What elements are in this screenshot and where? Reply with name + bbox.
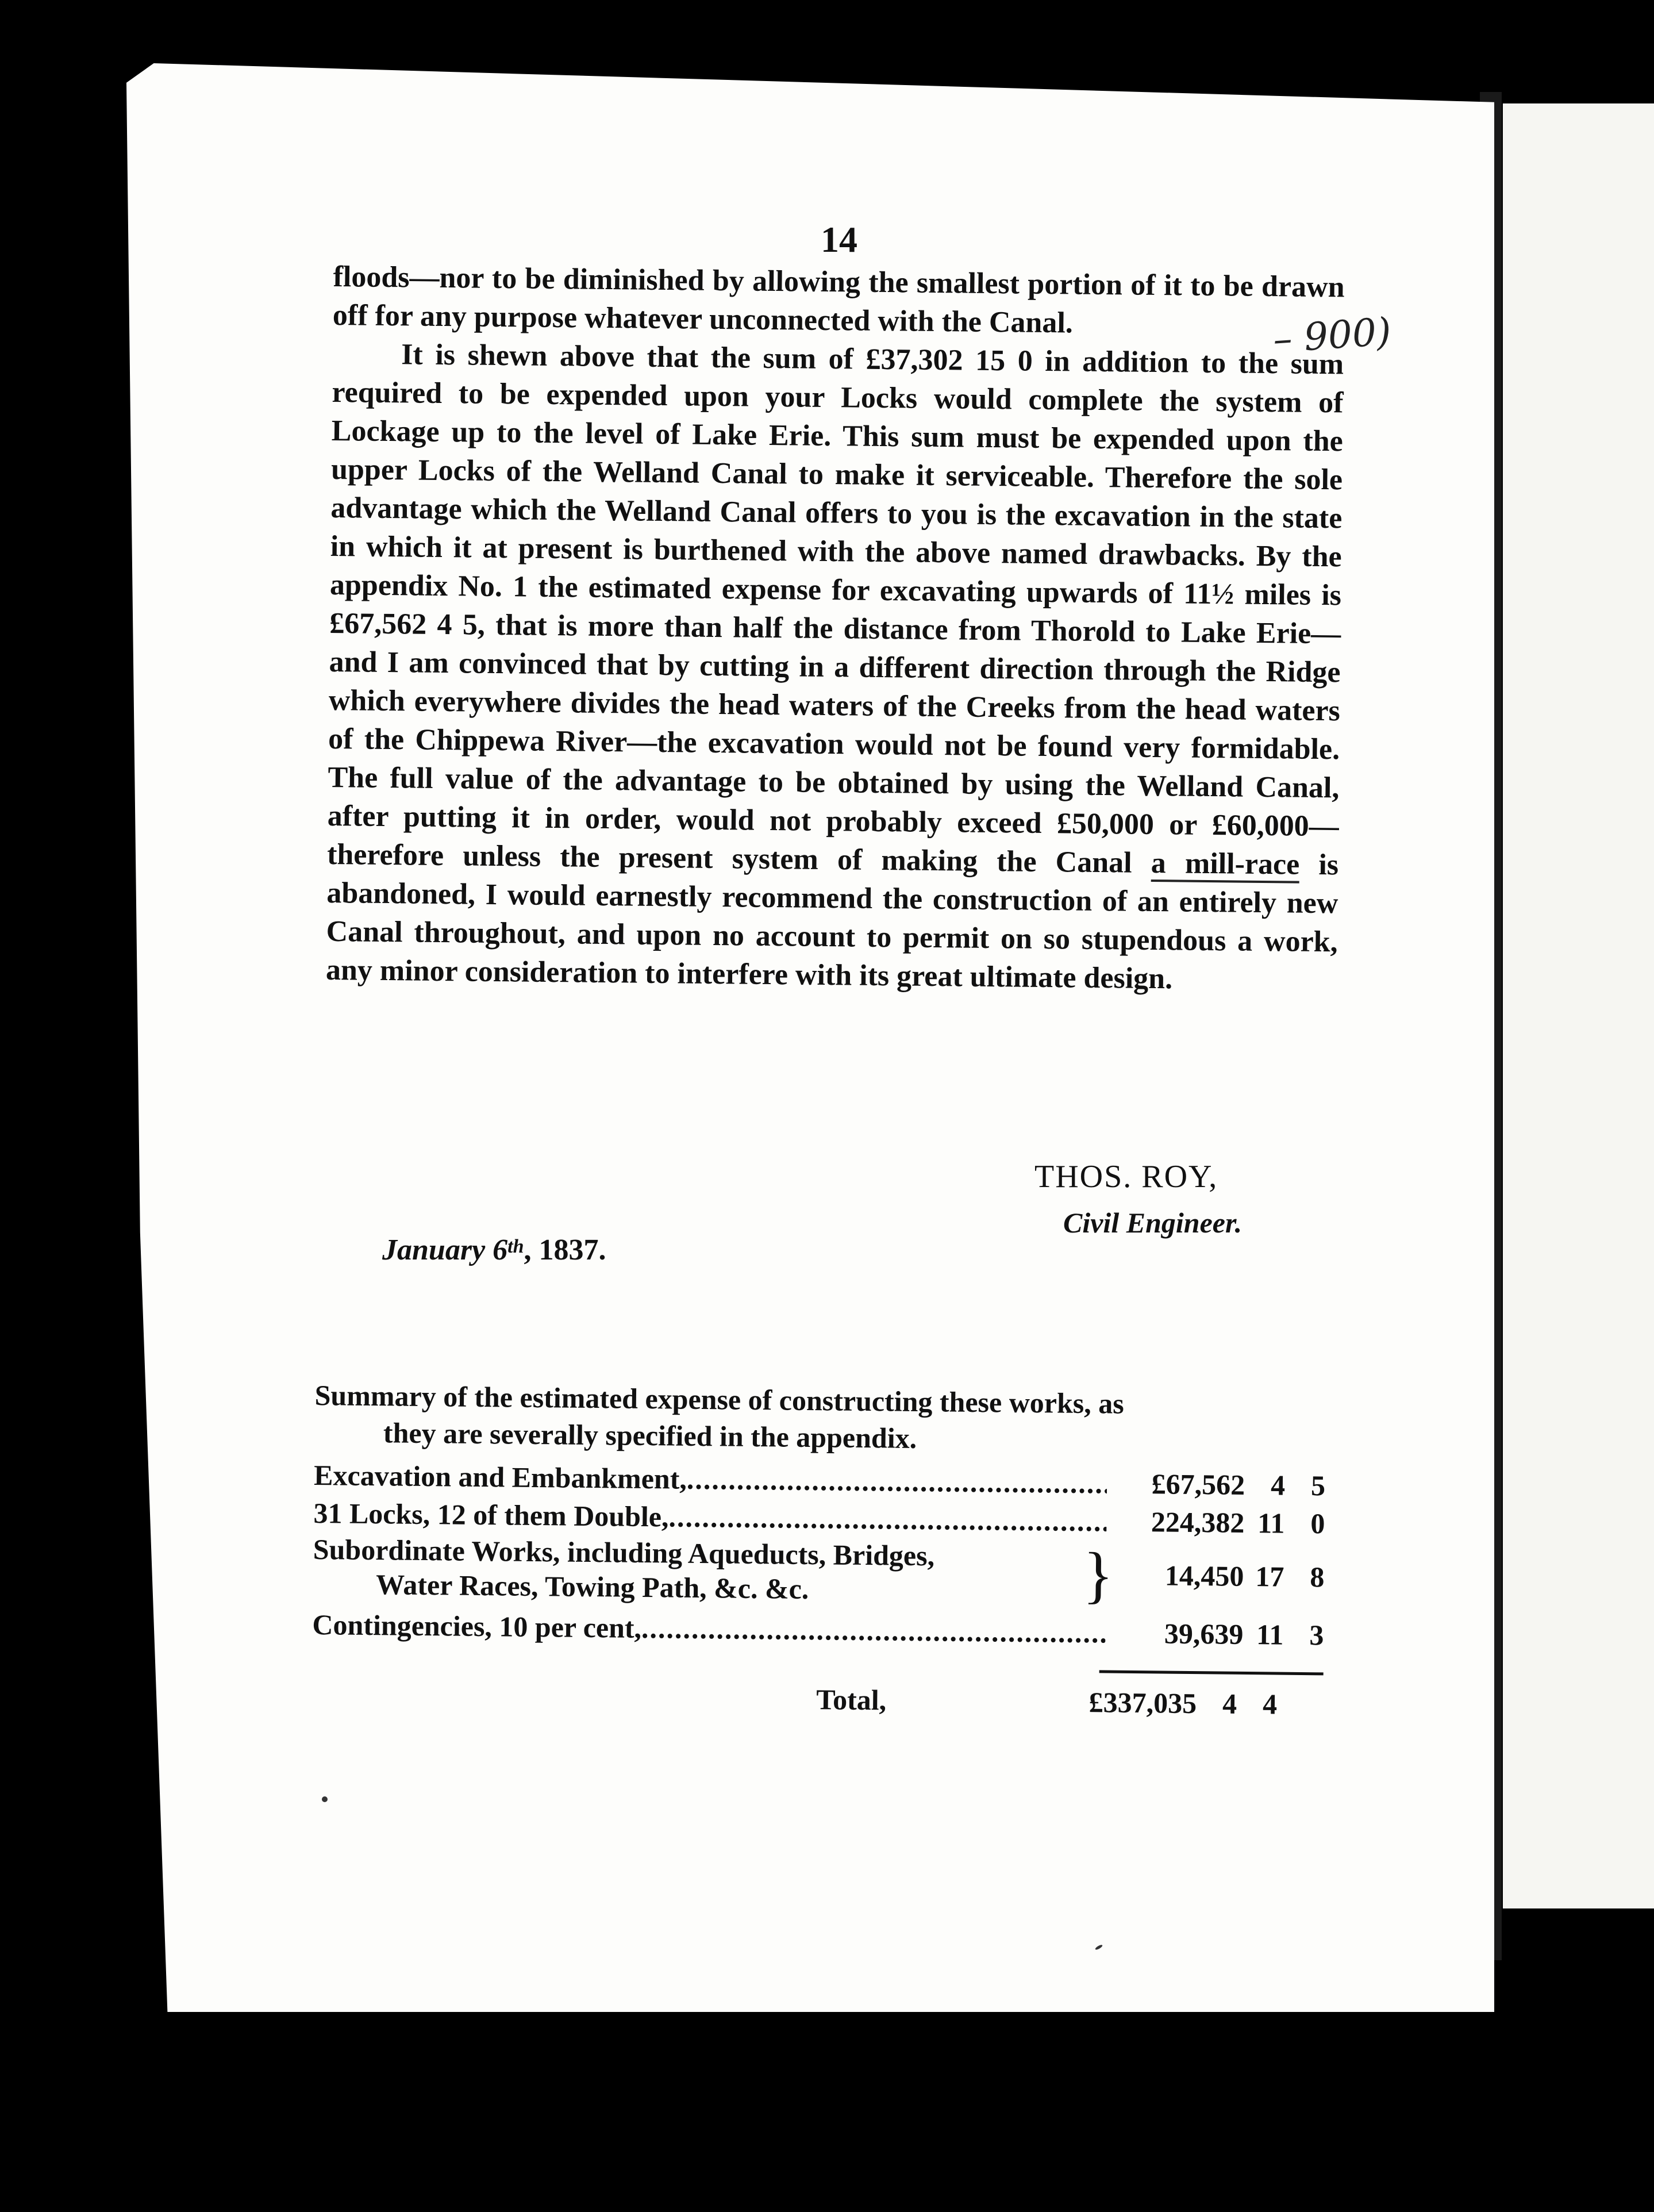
- adjacent-page: [1503, 103, 1654, 1908]
- row-pounds: 39,639: [1164, 1617, 1244, 1650]
- total-pounds: £337,035: [1088, 1686, 1197, 1720]
- summary-section: [311, 1377, 1326, 1721]
- date-year: , 1837.: [524, 1234, 606, 1266]
- row-pence: 8: [1310, 1561, 1325, 1593]
- date-suffix: th: [507, 1236, 524, 1257]
- date-line: [382, 1233, 606, 1267]
- leader-dots: [687, 1462, 1107, 1500]
- row-item-line-2: Water Races, Towing Path, &c. &c.: [375, 1568, 809, 1606]
- row-pounds: £67,562: [1151, 1468, 1245, 1501]
- total-label: Total,: [816, 1683, 887, 1716]
- row-item: 31 Locks, 12 of them Double,: [313, 1496, 669, 1533]
- body-text: [326, 258, 1345, 1000]
- summary-heading-line-2: they are severally specified in the appendix.: [383, 1416, 917, 1454]
- page-number: 14: [821, 219, 857, 260]
- row-pounds: 224,382: [1151, 1506, 1245, 1539]
- signature-name: THOS. ROY,: [1034, 1159, 1218, 1195]
- paragraph-2: [326, 335, 1344, 1000]
- paragraph-2-part-a: It is shewn above that the sum of £37,302 15 0 in addition to the sum required to be expended upon your Locks would complete the system of Lockage up to the level of Lake Erie. This sum must be expended upon the upper Locks of the Welland Canal to make it serviceable. Therefore the sole advantage which the Welland Canal offers to you is the excavation in the state in which it at present is burthened with the above named drawbacks. By the appendix No. 1 the estimated expense for excavating upwards of 11½ miles is £67,562 4 5, that is more than half the distance from Thorold to Lake Erie—and I am convinced that by cutting in a different direction through the Ridge which everywhere divides the head waters of the Creeks from the head waters of the Chippewa River—the excavation would not be found very formidable. The full value of the advantage to be obtained by using the Welland Canal, after putting it in order, would not probably exceed £50,000 or £60,000—therefore unless the present system of making the Canal: [326, 338, 1344, 880]
- brace-symbol: }: [1082, 1539, 1114, 1610]
- row-shillings: 17: [1255, 1560, 1284, 1593]
- scan-speck: [322, 1796, 328, 1802]
- row-pence: 0: [1310, 1507, 1325, 1540]
- leader-dots: [641, 1611, 1106, 1649]
- total-rule: [1099, 1670, 1324, 1675]
- row-pounds: 14,450: [1164, 1559, 1244, 1592]
- total-pence: 4: [1262, 1688, 1278, 1721]
- row-shillings: 4: [1270, 1469, 1286, 1501]
- row-pence: 5: [1310, 1469, 1326, 1502]
- row-shillings: 11: [1256, 1618, 1284, 1651]
- summary-heading: [314, 1377, 1326, 1461]
- summary-heading-line-1: Summary of the estimated expense of constructing these works, as: [314, 1378, 1125, 1420]
- paragraph-1: floods—nor to be diminished by allowing the smallest portion of it to be drawn off for any purpose whatever unconnected with the Canal.: [332, 260, 1345, 340]
- row-shillings: 11: [1257, 1507, 1285, 1539]
- paragraph-2-part-b: is abandoned, I would earnestly recommend the construction of an entirely new Canal throughout, and upon no account to permit on so stupendous a work, any minor consideration to interfere with its great ultimate design.: [325, 848, 1339, 996]
- signature-title: Civil Engineer.: [1063, 1207, 1243, 1239]
- date-month-day: January 6: [382, 1234, 508, 1266]
- row-item: Excavation and Embankment,: [313, 1458, 687, 1495]
- row-item-line-1: Subordinate Works, including Aqueducts, Bridges,: [313, 1533, 935, 1572]
- summary-row: [313, 1530, 1325, 1614]
- underlined-mill-race: a mill-race: [1151, 847, 1299, 884]
- total-shillings: 4: [1222, 1687, 1237, 1720]
- row-pence: 3: [1309, 1619, 1324, 1652]
- leader-dots: [668, 1500, 1106, 1538]
- summary-table: [312, 1454, 1325, 1652]
- row-item: [313, 1532, 1083, 1609]
- row-item: Contingencies, 10 per cent,: [312, 1608, 642, 1644]
- handwritten-note: – 900): [1271, 309, 1393, 362]
